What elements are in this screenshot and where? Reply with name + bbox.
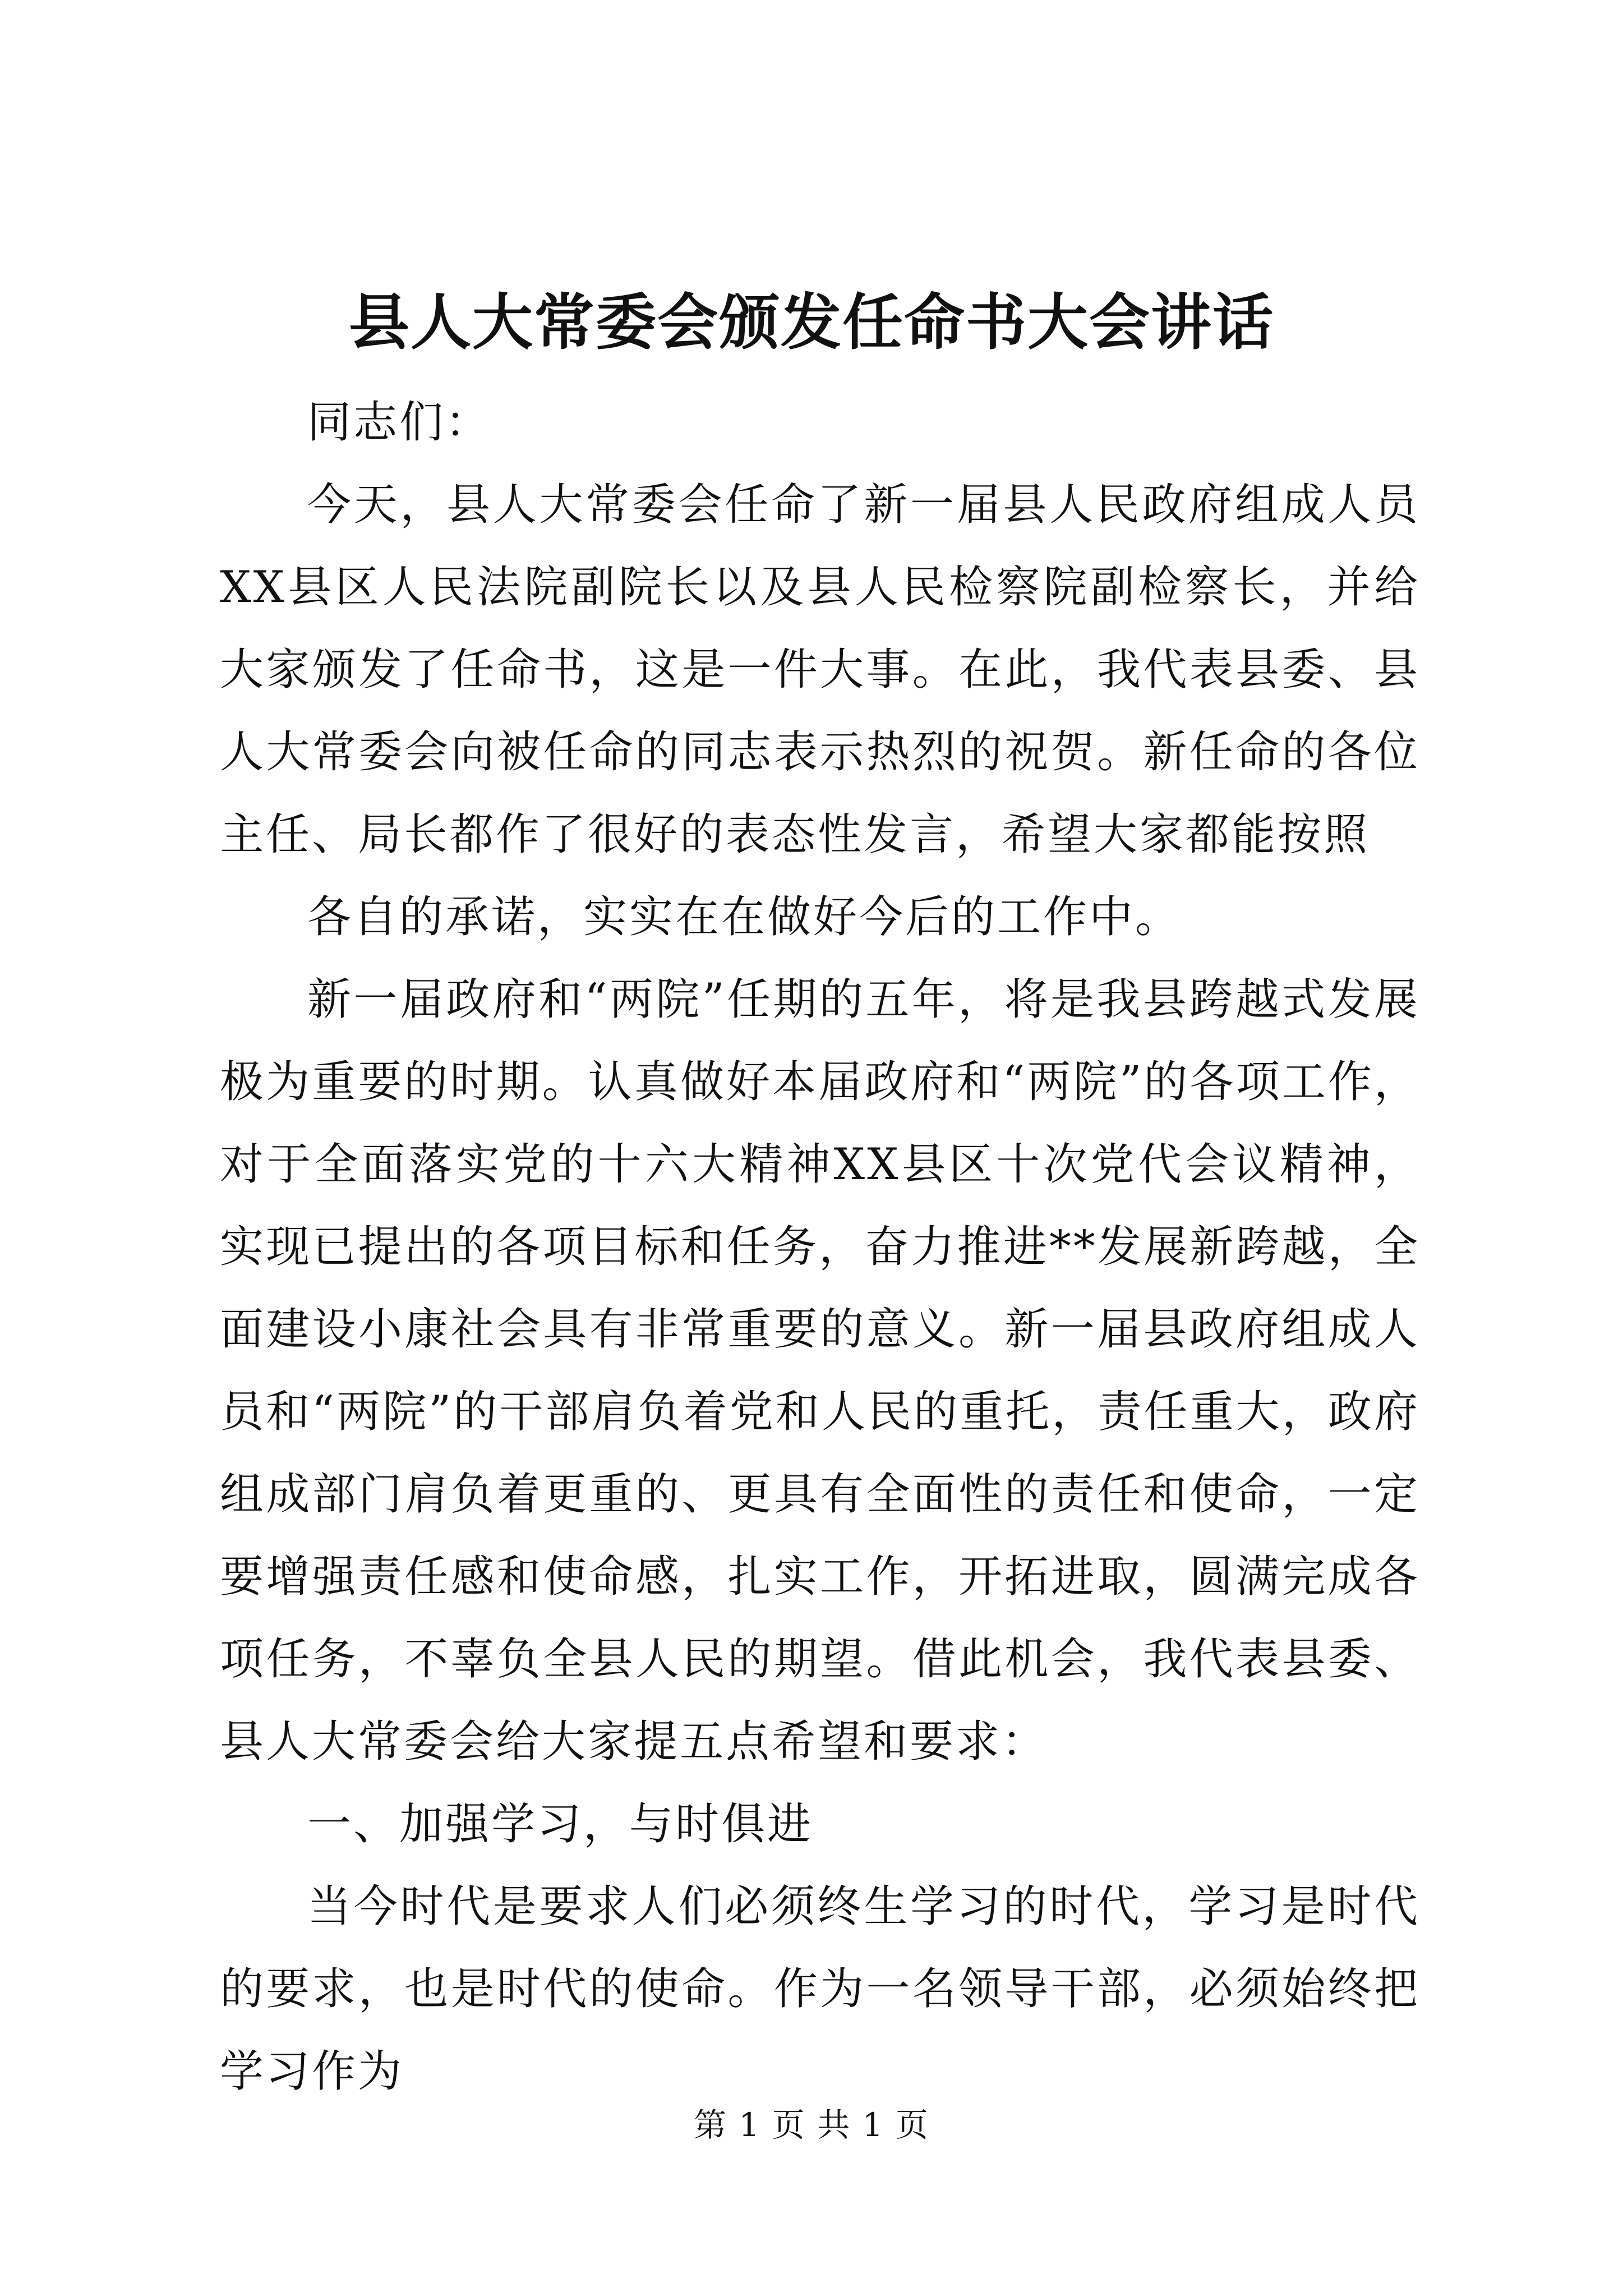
page-footer: 第 1 页 共 1 页 [694,2106,929,2144]
document-body [220,381,1420,2113]
section-heading: 一、加强学习，与时俱进 [307,1799,814,1849]
document-title: 县人大常委会颁发任命书大会讲话 [348,287,1274,358]
salutation-paragraph: 同志们： [307,397,492,448]
body-paragraph: 今天，县人大常委会任命了新一届县人民政府组成人员XX县区人民法院副院长以及县人民检察院副检察长，并给大家颁发了任命书，这是一件大事。在此，我代表县委、县人大常委会向被任命的同志表示热烈的祝贺。新任命的各位主任、局长都作了很好的表态性发言，希望大家都能按照 [220,480,1420,860]
body-paragraph: 新一届政府和“两院”任期的五年，将是我县跨越式发展极为重要的时期。认真做好本届政府和“两院”的各项工作，对于全面落实党的十六大精神XX县区十次党代会议精神，实现已提出的各项目标和任务，奋力推进**发展新跨越，全面建设小康社会具有非常重要的意义。新一届县政府组成人员和“两院”的干部肩负着党和人民的重托，责任重大，政府组成部门肩负着更重的、更具有全面性的责任和使命，一定要增强责任感和使命感，扎实工作，开拓进取，圆满完成各项任务，不辜负全县人民的期望。借此机会，我代表县委、县人大常委会给大家提五点希望和要求： [220,974,1420,1767]
body-paragraph: 当今时代是要求人们必须终生学习的时代，学习是时代的要求，也是时代的使命。作为一名领导干部，必须始终把学习作为 [220,1881,1420,2097]
body-paragraph: 各自的承诺，实实在在做好今后的工作中。 [307,892,1182,942]
